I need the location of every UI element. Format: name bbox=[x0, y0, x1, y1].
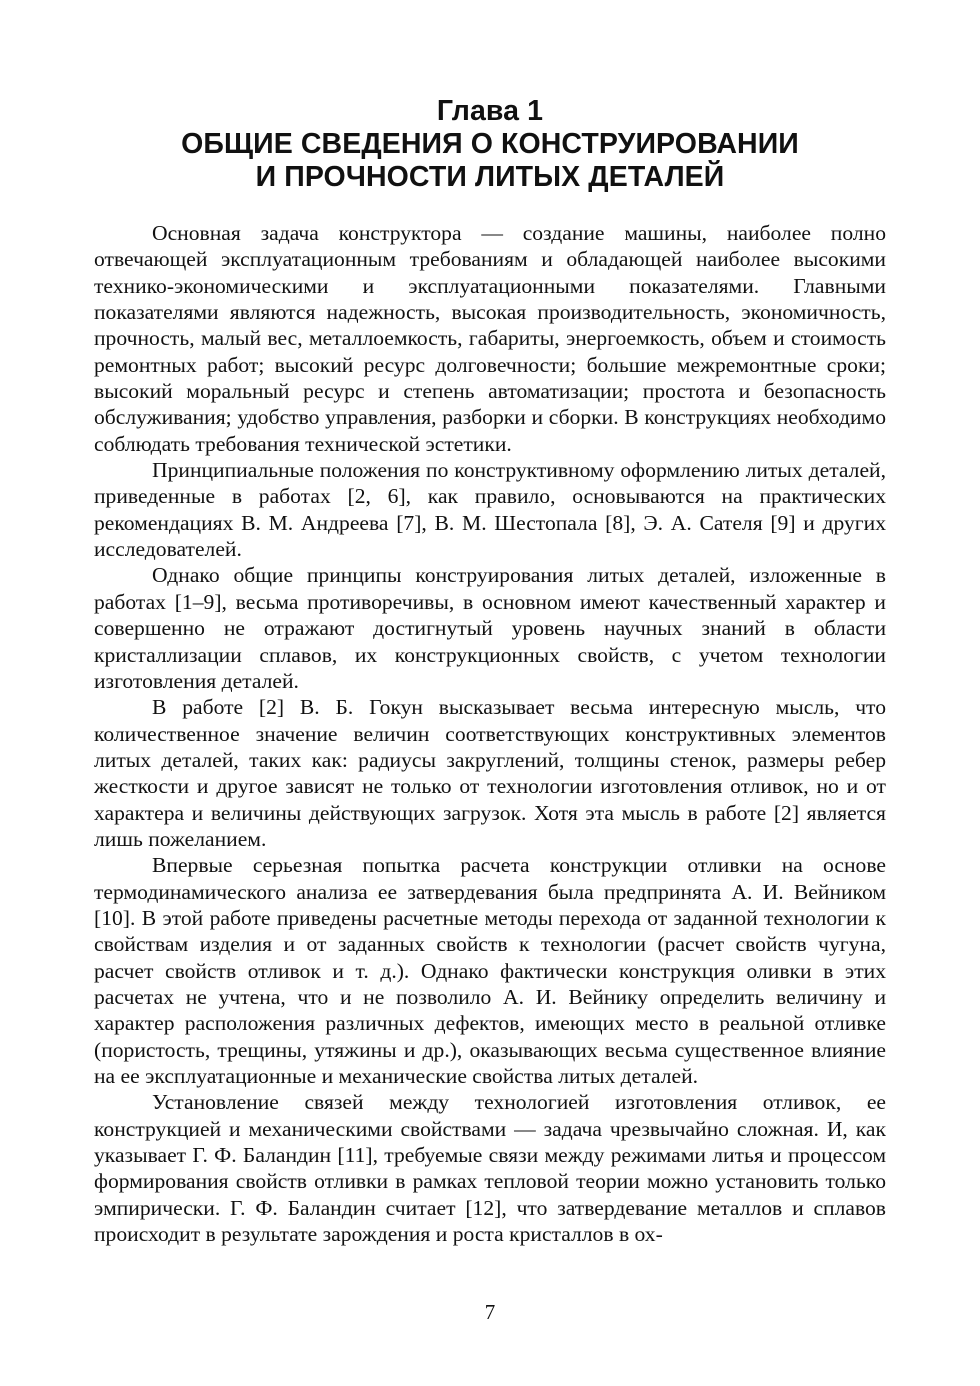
page-content bbox=[94, 95, 886, 1247]
paragraph-6: Установление связей между технологией изготовления отливок, ее конструкцией и механическими свойствами — задача чрезвычайно сложная. И, как указывает Г. Ф. Баландин [11], требуемые связи между режимами литья и процессом формирования свойств отливки в рамках тепловой теории можно установить только эмпирически. Г. Ф. Баландин считает [12], что затвердевание металлов и сплавов происходит в результате зарождения и роста кристаллов в ох- bbox=[94, 1090, 886, 1247]
chapter-title-line-1: ОБЩИЕ СВЕДЕНИЯ О КОНСТРУИРОВАНИИ bbox=[181, 128, 799, 160]
paragraph-5: Впервые серьезная попытка расчета конструкции отливки на основе термодинамического анализа ее затвердевания была предпринята А. И. Вейником [10]. В этой работе приведены расчетные методы перехода от заданной технологии к свойствам изделия и от заданных свойств к технологии (расчет свойств чугуна, расчет свойств отливок и т. д.). Однако фактически конструкция оливки в этих расчетах не учтена, что и не позволило А. И. Вейнику определить величину и характер расположения различных дефектов, имеющих место в реальной отливке (пористость, трещины, утяжины и др.), оказывающих весьма существенное влияние на ее эксплуатационные и механические свойства литых деталей. bbox=[94, 853, 886, 1088]
chapter-body bbox=[94, 220, 886, 1247]
paragraph-1: Основная задача конструктора — создание машины, наиболее полно отвечающей эксплуатационным требованиям и обладающей наиболее высокими технико-экономическими и эксплуатационными показателями. Главными показателями являются надежность, высокая производительность, экономичность, прочность, малый вес, металлоемкость, габариты, энергоемкость, объем и стоимость ремонтных работ; высокий ресурс долговечности; большие межремонтные сроки; высокий моральный ресурс и степень автоматизации; простота и безопасность обслуживания; удобство управления, разборки и сборки. В конструкциях необходимо соблюдать требования технической эстетики. bbox=[94, 221, 886, 456]
paragraph-4: В работе [2] В. Б. Гокун высказывает весьма интересную мысль, что количественное значение величин соответствующих конструктивных элементов литых деталей, таких как: радиусы закруглений, толщины стенок, размеры ребер жесткости и другое зависят не только от технологии изготовления отливок, но и от характера и величины действующих загрузок. Хотя эта мысль в работе [2] является лишь пожеланием. bbox=[94, 695, 886, 851]
page-number: 7 bbox=[484, 1300, 496, 1324]
chapter-title-line-2: И ПРОЧНОСТИ ЛИТЫХ ДЕТАЛЕЙ bbox=[255, 161, 725, 193]
chapter-label: Глава 1 bbox=[436, 95, 544, 127]
paragraph-3: Однако общие принципы конструирования литых деталей, изложенные в работах [1–9], весьма противоречивы, в основном имеют качественный характер и совершенно не отражают достигнутый уровень научных знаний в области кристаллизации сплавов, их конструкционных свойств, с учетом технологии изготовления деталей. bbox=[94, 563, 886, 693]
paragraph-2: Принципиальные положения по конструктивному оформлению литых деталей, приведенные в работах [2, 6], как правило, основываются на практических рекомендациях В. М. Андреева [7], В. М. Шестопала [8], Э. А. Сателя [9] и других исследователей. bbox=[94, 458, 886, 562]
chapter-heading bbox=[94, 95, 886, 194]
